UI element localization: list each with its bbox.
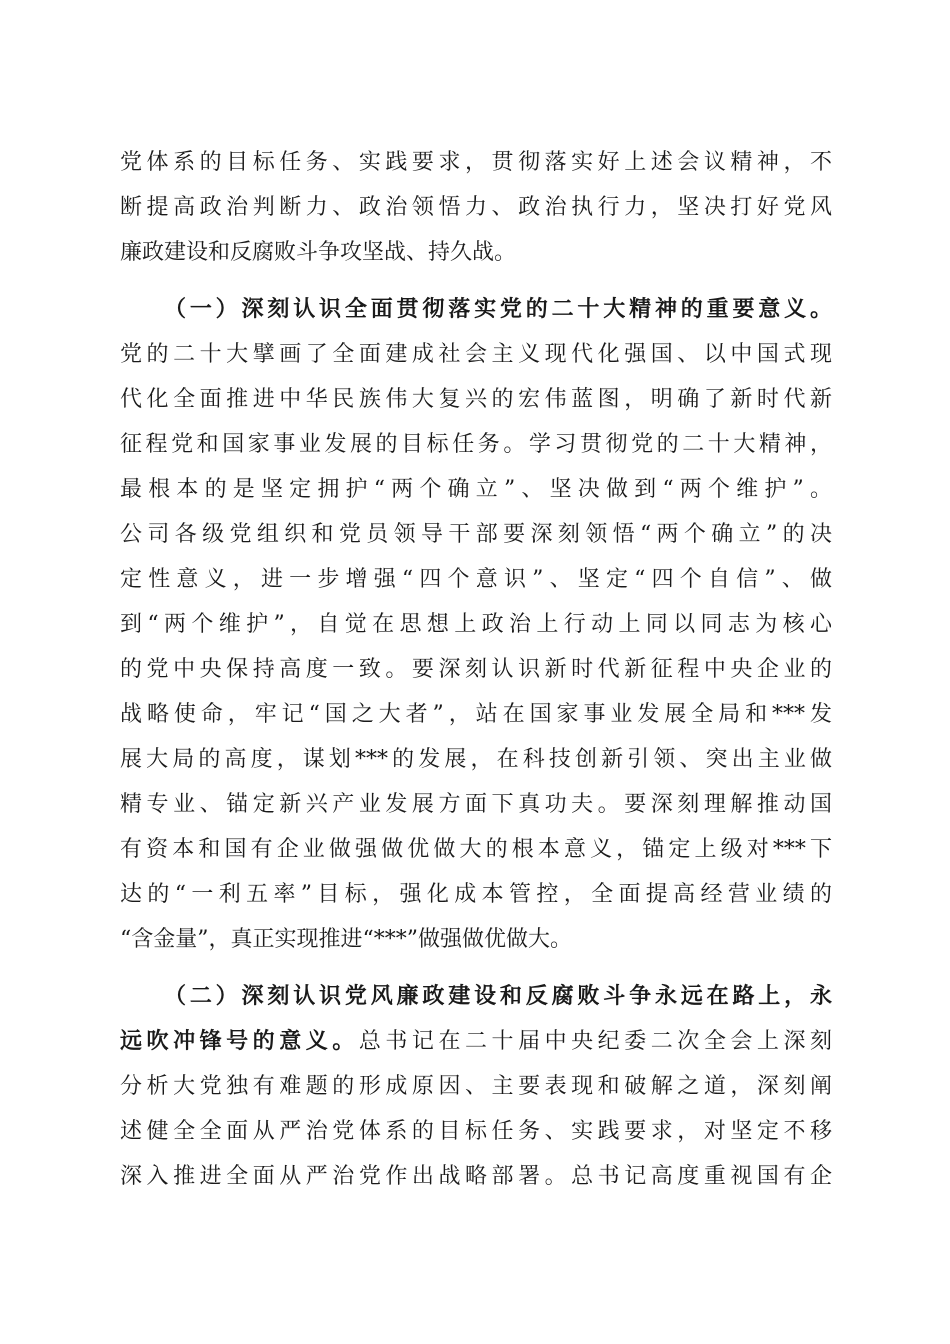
text-line	[120, 140, 832, 185]
body-text: 党体系的目标任务、实践要求，贯彻落实好上述会议精神，不	[120, 150, 832, 175]
body-text: 断提高政治判断力、政治领悟力、政治执行力，坚决打好党风	[120, 195, 832, 220]
text-line	[120, 647, 832, 692]
text-line	[120, 1109, 832, 1154]
body-text: 精专业、锚定新兴产业发展方面下真功夫。要深刻理解推动国	[120, 792, 832, 817]
body-text: 有资本和国有企业做强做优做大的根本意义，锚定上级对***下	[120, 837, 832, 862]
body-text: 深入推进全面从严治党作出战略部署。总书记高度重视国有企	[120, 1164, 832, 1189]
text-line	[120, 185, 832, 230]
body-text: 述健全全面从严治党体系的目标任务、实践要求，对坚定不移	[120, 1119, 832, 1144]
text-line	[120, 557, 832, 602]
text-line	[120, 422, 832, 467]
heading-text: （一）深刻认识全面贯彻落实党的二十大精神的重要意义。	[164, 296, 832, 322]
text-line	[120, 827, 832, 872]
text-line	[120, 332, 832, 377]
text-line	[120, 512, 832, 557]
document-body	[120, 140, 832, 1199]
body-text: 分析大党独有难题的形成原因、主要表现和破解之道，深刻阐	[120, 1074, 832, 1099]
heading-text: （二）深刻认识党风廉政建设和反腐败斗争永远在路上，永	[164, 983, 832, 1009]
text-line	[120, 1064, 832, 1109]
body-text: 到“两个维护”，自觉在思想上政治上行动上同以同志为核心	[120, 612, 832, 637]
body-text: 达的“一利五率”目标，强化成本管控，全面提高经营业绩的	[120, 882, 832, 907]
body-text: 总书记在二十届中央纪委二次全会上深刻	[358, 1029, 832, 1054]
body-text: 代化全面推进中华民族伟大复兴的宏伟蓝图，明确了新时代新	[120, 387, 832, 412]
text-line	[120, 1154, 832, 1199]
text-line	[120, 974, 832, 1019]
text-line	[120, 692, 832, 737]
text-line	[120, 737, 832, 782]
text-line	[120, 602, 832, 647]
body-text: 党的二十大擘画了全面建成社会主义现代化强国、以中国式现	[120, 342, 832, 367]
text-line	[120, 872, 832, 917]
body-text: 展大局的高度，谋划***的发展，在科技创新引领、突出主业做	[120, 747, 832, 772]
body-text: 战略使命，牢记“国之大者”，站在国家事业发展全局和***发	[120, 702, 832, 727]
body-text: 最根本的是坚定拥护“两个确立”、坚决做到“两个维护”。	[120, 477, 832, 502]
text-line	[120, 467, 832, 512]
text-line	[120, 287, 832, 332]
text-line	[120, 1019, 832, 1064]
body-text: 的党中央保持高度一致。要深刻认识新时代新征程中央企业的	[120, 657, 832, 682]
text-line	[120, 782, 832, 827]
text-line	[120, 377, 832, 422]
body-text: “含金量”，真正实现推进“***”做强做优做大。	[120, 927, 572, 952]
body-text: 征程党和国家事业发展的目标任务。学习贯彻党的二十大精神，	[120, 432, 832, 457]
text-line	[120, 917, 832, 962]
heading-text: 远吹冲锋号的意义。	[120, 1028, 359, 1054]
body-text: 公司各级党组织和党员领导干部要深刻领悟“两个确立”的决	[120, 522, 832, 547]
body-text: 廉政建设和反腐败斗争攻坚战、持久战。	[120, 240, 517, 265]
text-line	[120, 230, 832, 275]
body-text: 定性意义，进一步增强“四个意识”、坚定“四个自信”、做	[120, 567, 832, 592]
